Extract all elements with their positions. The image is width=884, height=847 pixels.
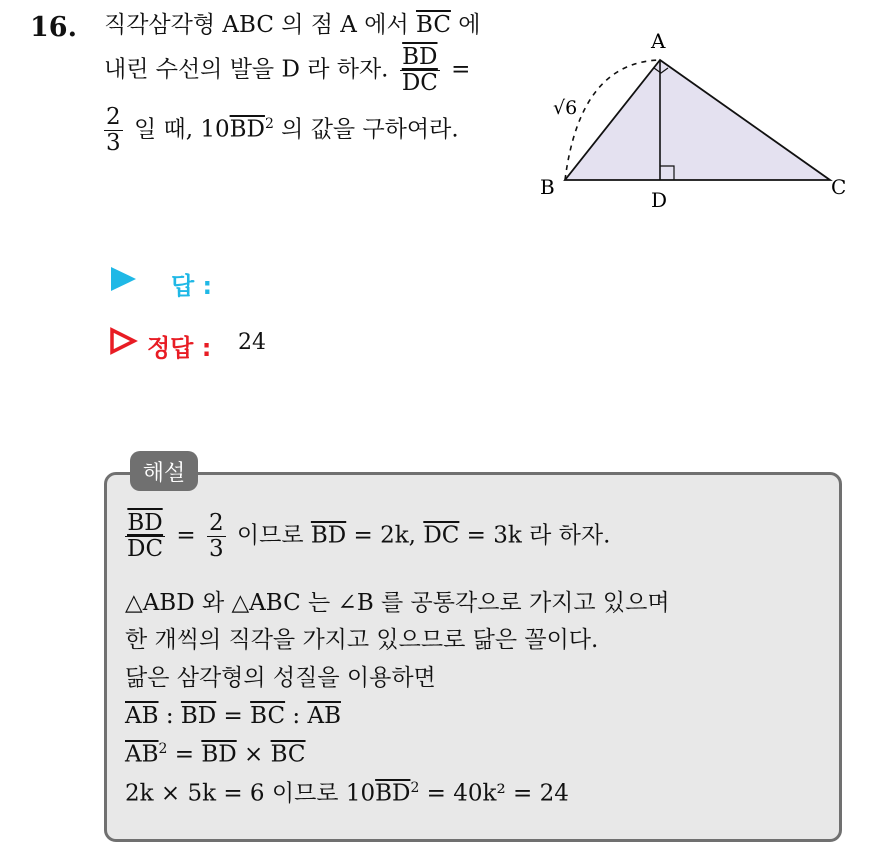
- answer-label: 답 :: [171, 272, 213, 300]
- play-arrow-icon: [108, 265, 138, 293]
- text: = 40k² = 24: [419, 780, 569, 807]
- solution-line-5: [125, 705, 341, 728]
- solution-tab: 해설: [130, 451, 198, 491]
- fraction-2-3: [207, 512, 226, 561]
- segment: $\overline{BD}$: [180, 703, 217, 729]
- numerator: $\overline{BD}$: [125, 512, 165, 537]
- numerator: 2: [106, 104, 121, 130]
- outline-arrow-icon: [108, 327, 138, 355]
- fraction-2-3: [104, 106, 123, 155]
- question-line-2: [104, 46, 470, 95]
- denominator: 3: [106, 130, 121, 156]
- segment: $\overline{AB}$: [125, 741, 159, 768]
- segment: $\overline{DC}$: [423, 522, 460, 549]
- text: =: [167, 741, 202, 768]
- label-d: D: [651, 188, 668, 212]
- numerator: 2: [208, 510, 224, 536]
- solution-line-3: 한 개씩의 직각을 가지고 있으므로 닮은 꼴이다.: [125, 627, 599, 653]
- segment: $\overline{BD}$: [375, 780, 411, 807]
- fraction-bd-dc: [400, 46, 440, 95]
- exponent: 2: [264, 115, 274, 132]
- question-line-1: [104, 14, 480, 37]
- solution-line-7: [125, 781, 569, 806]
- exponent: 2: [158, 741, 168, 757]
- label-a: A: [651, 29, 666, 53]
- label-sqrt6: √6: [553, 97, 578, 119]
- text: 에: [450, 12, 481, 38]
- segment-bd: $\overline{BD}$: [229, 116, 265, 143]
- text: :: [285, 703, 308, 729]
- segment: $\overline{BD}$: [310, 522, 347, 549]
- question-number: 16.: [30, 12, 77, 43]
- denominator: 3: [208, 536, 224, 562]
- segment: $\overline{AB}$: [125, 703, 159, 729]
- segment-bc: $\overline{BC}$: [415, 12, 451, 38]
- text: 의 값을 구하여라.: [273, 116, 459, 143]
- solution-line-2: △ABD 와 △ABC 는 ∠B 를 공통각으로 가지고 있으며: [125, 590, 670, 616]
- denominator: DC: [127, 536, 164, 562]
- correct-answer-label: 정답 :: [147, 334, 212, 362]
- text: :: [158, 703, 181, 729]
- fraction-bd-dc: [125, 512, 165, 561]
- numerator: $\overline{BD}$: [400, 46, 440, 71]
- text: 이므로: [229, 522, 311, 549]
- label-c: C: [831, 175, 847, 199]
- triangle-abc: [565, 60, 830, 180]
- exponent: 2: [410, 780, 420, 796]
- segment: $\overline{BD}$: [201, 741, 237, 768]
- question-line-3: [104, 106, 459, 155]
- text: 직각삼각형 ABC 의 점 A 에서: [104, 12, 416, 38]
- solution-line-6: [125, 742, 306, 767]
- text: =: [216, 703, 251, 729]
- segment: $\overline{BC}$: [250, 703, 286, 729]
- text: 내린 수선의 발을 D 라 하자.: [104, 56, 396, 83]
- text: =: [169, 522, 203, 549]
- text: ×: [236, 741, 271, 768]
- text: =: [443, 56, 471, 83]
- segment: $\overline{BC}$: [270, 741, 306, 768]
- solution-line-1: [125, 512, 610, 561]
- denominator: DC: [401, 70, 438, 96]
- segment: $\overline{AB}$: [307, 703, 341, 729]
- text: = 3k 라 하자.: [459, 522, 611, 549]
- triangle-figure: [520, 22, 860, 212]
- text: = 2k,: [346, 522, 424, 549]
- text: 일 때, 10: [126, 116, 230, 143]
- text: 2k × 5k = 6 이므로 10: [125, 780, 376, 807]
- solution-line-4: 닮은 삼각형의 성질을 이용하면: [125, 665, 436, 691]
- label-b: B: [540, 175, 555, 199]
- correct-answer-value: 24: [238, 330, 266, 355]
